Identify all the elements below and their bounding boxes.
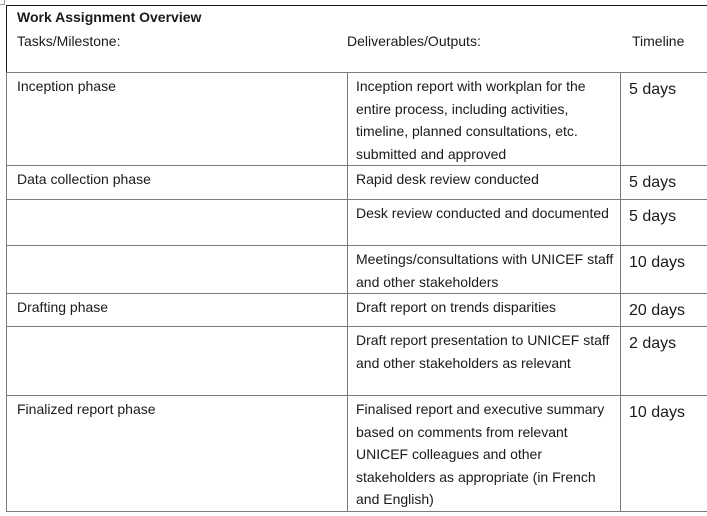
table-title: Work Assignment Overview xyxy=(17,9,202,25)
timeline-cell[interactable] xyxy=(621,73,707,166)
timeline-text: 5 days xyxy=(629,208,677,225)
task-cell[interactable] xyxy=(7,200,348,246)
timeline-text: 5 days xyxy=(629,81,677,98)
table-row xyxy=(7,294,707,327)
timeline-cell[interactable] xyxy=(621,166,707,200)
table-row xyxy=(7,396,707,512)
task-cell[interactable] xyxy=(7,327,348,396)
task-text: Data collection phase xyxy=(17,171,151,187)
deliverable-cell[interactable] xyxy=(348,73,621,166)
timeline-cell[interactable] xyxy=(621,396,707,512)
task-text: Finalized report phase xyxy=(17,401,156,417)
deliverable-text: Draft report on trends disparities xyxy=(356,299,556,315)
table-move-handle[interactable] xyxy=(0,0,5,5)
deliverable-cell[interactable] xyxy=(348,246,621,294)
deliverable-cell[interactable] xyxy=(348,166,621,200)
table-row xyxy=(7,200,707,246)
timeline-text: 20 days xyxy=(629,302,686,319)
deliverable-text: Draft report presentation to UNICEF staff and other stakeholders as relevant xyxy=(356,332,610,371)
timeline-cell[interactable] xyxy=(621,200,707,246)
table-row xyxy=(7,166,707,200)
timeline-cell[interactable] xyxy=(621,327,707,396)
deliverable-cell[interactable] xyxy=(348,396,621,512)
table-row xyxy=(7,73,707,166)
table-row xyxy=(7,327,707,396)
table-header xyxy=(6,5,707,73)
deliverable-text: Rapid desk review conducted xyxy=(356,171,539,187)
timeline-cell[interactable] xyxy=(621,294,707,327)
column-header-deliverables: Deliverables/Outputs: xyxy=(347,33,481,49)
deliverable-text: Meetings/consultations with UNICEF staff and other stakeholders xyxy=(356,251,614,290)
timeline-text: 10 days xyxy=(629,404,686,421)
timeline-text: 10 days xyxy=(629,254,686,271)
timeline-cell[interactable] xyxy=(621,246,707,294)
task-cell[interactable] xyxy=(7,294,348,327)
column-header-tasks: Tasks/Milestone: xyxy=(17,33,121,49)
timeline-text: 2 days xyxy=(629,335,677,352)
task-text: Drafting phase xyxy=(17,299,109,315)
task-cell[interactable] xyxy=(7,396,348,512)
deliverable-cell[interactable] xyxy=(348,200,621,246)
table-row xyxy=(7,246,707,294)
task-cell[interactable] xyxy=(7,73,348,166)
work-assignment-table xyxy=(6,72,707,512)
task-cell[interactable] xyxy=(7,166,348,200)
deliverable-text: Inception report with workplan for the entire process, including activities, timeline, planned consultations, etc. submitted and approved xyxy=(356,78,586,162)
timeline-text: 5 days xyxy=(629,174,677,191)
deliverable-cell[interactable] xyxy=(348,294,621,327)
task-text: Inception phase xyxy=(17,78,116,94)
deliverable-text: Desk review conducted and documented xyxy=(356,205,609,221)
deliverable-text: Finalised report and executive summary based on comments from relevant UNICEF colleagues and other stakeholders as appropriate (in French and English) xyxy=(356,401,605,507)
column-header-timeline: Timeline xyxy=(632,33,685,49)
deliverable-cell[interactable] xyxy=(348,327,621,396)
task-cell[interactable] xyxy=(7,246,348,294)
